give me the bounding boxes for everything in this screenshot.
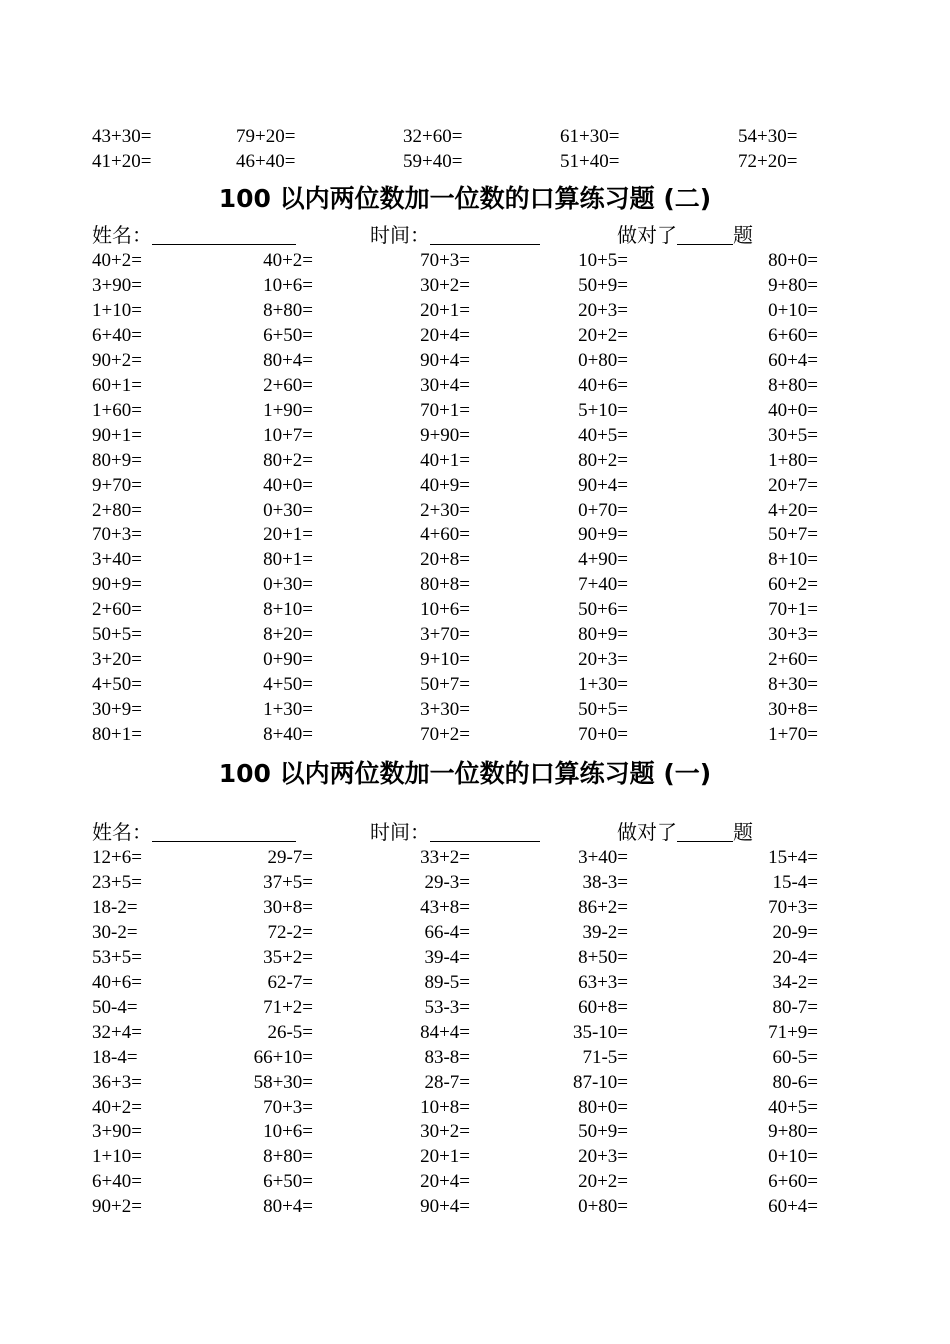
problem-row xyxy=(0,1144,950,1169)
problem-item: 10+8= xyxy=(420,1096,470,1118)
problem-item: 61+30= xyxy=(560,126,620,147)
problem-item: 90+9= xyxy=(578,524,628,546)
problem-item: 40+6= xyxy=(578,374,628,396)
problem-row xyxy=(0,722,950,747)
problem-item: 32+4= xyxy=(92,1021,142,1043)
problem-item: 9+10= xyxy=(420,649,470,671)
problem-item: 36+3= xyxy=(92,1071,142,1093)
problem-row xyxy=(0,1095,950,1120)
problem-item: 70+1= xyxy=(420,399,470,421)
problem-row xyxy=(0,895,950,920)
problem-item: 80-6= xyxy=(772,1071,818,1093)
problem-item: 86+2= xyxy=(578,896,628,918)
problem-item: 6+60= xyxy=(768,1171,818,1193)
problem-item: 80+8= xyxy=(420,574,470,596)
section-1-info-line xyxy=(0,819,950,847)
problem-item: 40+1= xyxy=(420,449,470,471)
problem-item: 80-7= xyxy=(772,996,818,1018)
problem-item: 20+4= xyxy=(420,324,470,346)
problem-row xyxy=(0,149,950,174)
problem-item: 10+6= xyxy=(420,599,470,621)
problem-item: 70+1= xyxy=(768,599,818,621)
problem-item: 90+2= xyxy=(92,349,142,371)
problem-item: 1+10= xyxy=(92,299,142,321)
problem-item: 15+4= xyxy=(768,847,818,868)
problem-item: 33+2= xyxy=(420,847,470,868)
problem-row xyxy=(0,423,950,448)
problem-item: 3+90= xyxy=(92,1121,142,1143)
problem-row xyxy=(0,398,950,423)
problem-item: 43+8= xyxy=(420,896,470,918)
problem-item: 8+10= xyxy=(263,599,313,621)
problem-item: 6+40= xyxy=(92,324,142,346)
problem-item: 28-7= xyxy=(424,1071,470,1093)
problem-row xyxy=(0,697,950,722)
problem-item: 60-5= xyxy=(772,1046,818,1068)
problem-item: 15-4= xyxy=(772,871,818,893)
problem-item: 35-10= xyxy=(572,1021,628,1043)
problem-item: 10+6= xyxy=(263,1121,313,1143)
problem-item: 20-9= xyxy=(772,921,818,943)
problem-row xyxy=(0,597,950,622)
problem-item: 50+5= xyxy=(92,624,142,646)
problem-row xyxy=(0,1045,950,1070)
problem-item: 1+70= xyxy=(768,724,818,746)
problem-item: 4+50= xyxy=(263,674,313,696)
problem-item: 70+3= xyxy=(92,524,142,546)
problem-item: 3+70= xyxy=(420,624,470,646)
problem-item: 80+2= xyxy=(578,449,628,471)
problem-item: 9+90= xyxy=(420,424,470,446)
problem-item: 41+20= xyxy=(92,151,152,172)
problem-item: 29-7= xyxy=(267,847,313,868)
problem-item: 0+30= xyxy=(263,574,313,596)
problem-item: 3+40= xyxy=(578,847,628,868)
problem-item: 8+80= xyxy=(768,374,818,396)
problem-item: 2+60= xyxy=(768,649,818,671)
problem-item: 6+50= xyxy=(263,1171,313,1193)
problem-item: 18-4= xyxy=(92,1046,138,1068)
problem-item: 90+4= xyxy=(578,474,628,496)
time-blank[interactable] xyxy=(430,821,540,842)
problem-item: 2+60= xyxy=(92,599,142,621)
problem-row xyxy=(0,248,950,273)
problem-item: 6+40= xyxy=(92,1171,142,1193)
problem-row xyxy=(0,845,950,870)
problem-item: 8+40= xyxy=(263,724,313,746)
problem-item: 72+20= xyxy=(738,151,798,172)
problem-row xyxy=(0,1119,950,1144)
problem-item: 9+80= xyxy=(768,274,818,296)
problem-item: 0+10= xyxy=(768,1146,818,1168)
problem-item: 2+80= xyxy=(92,499,142,521)
score-label: 做对了 xyxy=(617,225,677,247)
problem-row xyxy=(0,672,950,697)
problem-item: 40+0= xyxy=(768,399,818,421)
problem-item: 0+80= xyxy=(578,349,628,371)
problem-row xyxy=(0,373,950,398)
problem-item: 70+3= xyxy=(420,250,470,271)
problem-item: 58+30= xyxy=(253,1071,313,1093)
problem-item: 3+90= xyxy=(92,274,142,296)
problem-item: 30+8= xyxy=(768,699,818,721)
section-2-title: 100 以内两位数加一位数的口算练习题 (二) xyxy=(218,184,712,213)
problem-item: 80+0= xyxy=(578,1096,628,1118)
problem-item: 70+3= xyxy=(263,1096,313,1118)
problem-row xyxy=(0,522,950,547)
name-blank[interactable] xyxy=(152,224,296,245)
problem-item: 30+5= xyxy=(768,424,818,446)
problem-item: 0+10= xyxy=(768,299,818,321)
problem-row xyxy=(0,920,950,945)
problem-row xyxy=(0,547,950,572)
problem-item: 80+2= xyxy=(263,449,313,471)
problem-item: 83-8= xyxy=(424,1046,470,1068)
problem-item: 4+20= xyxy=(768,499,818,521)
problem-item: 1+80= xyxy=(768,449,818,471)
problem-item: 39-4= xyxy=(424,946,470,968)
problem-item: 7+40= xyxy=(578,574,628,596)
problem-item: 8+10= xyxy=(768,549,818,571)
problem-item: 40+2= xyxy=(92,250,142,271)
problem-item: 1+30= xyxy=(263,699,313,721)
problem-item: 2+30= xyxy=(420,499,470,521)
problem-row xyxy=(0,1020,950,1045)
problem-item: 8+20= xyxy=(263,624,313,646)
problem-row xyxy=(0,323,950,348)
problem-item: 30+8= xyxy=(263,896,313,918)
problem-row xyxy=(0,448,950,473)
problem-item: 20+1= xyxy=(263,524,313,546)
problem-row xyxy=(0,647,950,672)
problem-item: 87-10= xyxy=(572,1071,628,1093)
problem-item: 90+2= xyxy=(92,1196,142,1218)
problem-item: 60+1= xyxy=(92,374,142,396)
problem-item: 79+20= xyxy=(236,126,296,147)
problem-item: 8+80= xyxy=(263,1146,313,1168)
problem-item: 40+6= xyxy=(92,971,142,993)
problem-item: 35+2= xyxy=(263,946,313,968)
problem-item: 18-2= xyxy=(92,896,138,918)
problem-item: 3+30= xyxy=(420,699,470,721)
problem-item: 38-3= xyxy=(582,871,628,893)
problem-row xyxy=(0,572,950,597)
problem-item: 80+1= xyxy=(263,549,313,571)
problem-item: 30+2= xyxy=(420,1121,470,1143)
problem-row xyxy=(0,498,950,523)
time-label: 时间： xyxy=(370,225,430,247)
problem-item: 50+9= xyxy=(578,1121,628,1143)
problem-item: 50+7= xyxy=(420,674,470,696)
problem-item: 66-4= xyxy=(424,921,470,943)
name-label: 姓名： xyxy=(92,822,152,844)
problem-item: 20+8= xyxy=(420,549,470,571)
problem-item: 72-2= xyxy=(267,921,313,943)
problem-item: 40+0= xyxy=(263,474,313,496)
score-label: 做对了 xyxy=(617,822,677,844)
problem-item: 50+9= xyxy=(578,274,628,296)
problem-item: 71+9= xyxy=(768,1021,818,1043)
problem-item: 20+2= xyxy=(578,1171,628,1193)
problem-item: 5+10= xyxy=(578,399,628,421)
problem-item: 20+1= xyxy=(420,299,470,321)
problem-item: 60+4= xyxy=(768,1196,818,1218)
problem-item: 29-3= xyxy=(424,871,470,893)
problem-item: 8+80= xyxy=(263,299,313,321)
problem-item: 20+7= xyxy=(768,474,818,496)
problem-item: 9+70= xyxy=(92,474,142,496)
problem-item: 6+50= xyxy=(263,324,313,346)
problem-item: 3+20= xyxy=(92,649,142,671)
problem-item: 90+9= xyxy=(92,574,142,596)
score-suffix: 题 xyxy=(733,225,753,247)
problem-item: 59+40= xyxy=(403,151,463,172)
problem-row xyxy=(0,1070,950,1095)
problem-item: 34-2= xyxy=(772,971,818,993)
problem-item: 26-5= xyxy=(267,1021,313,1043)
problem-item: 6+60= xyxy=(768,324,818,346)
problem-item: 40+2= xyxy=(263,250,313,271)
problem-item: 0+30= xyxy=(263,499,313,521)
problem-item: 2+60= xyxy=(263,374,313,396)
problem-item: 50+5= xyxy=(578,699,628,721)
problem-item: 10+5= xyxy=(578,250,628,271)
problem-item: 30+2= xyxy=(420,274,470,296)
problem-item: 40+5= xyxy=(768,1096,818,1118)
problem-item: 20+2= xyxy=(578,324,628,346)
problem-item: 37+5= xyxy=(263,871,313,893)
problem-item: 40+2= xyxy=(92,1096,142,1118)
problem-item: 23+5= xyxy=(92,871,142,893)
problem-item: 71+2= xyxy=(263,996,313,1018)
problem-item: 20+3= xyxy=(578,649,628,671)
problem-item: 53+5= xyxy=(92,946,142,968)
problem-item: 80+0= xyxy=(768,250,818,271)
problem-row xyxy=(0,622,950,647)
problem-item: 53-3= xyxy=(424,996,470,1018)
problem-item: 9+80= xyxy=(768,1121,818,1143)
problem-item: 70+0= xyxy=(578,724,628,746)
problem-item: 43+30= xyxy=(92,126,152,147)
problem-item: 1+60= xyxy=(92,399,142,421)
problem-item: 30+9= xyxy=(92,699,142,721)
problem-item: 80+9= xyxy=(92,449,142,471)
time-blank[interactable] xyxy=(430,224,540,245)
problem-item: 71-5= xyxy=(582,1046,628,1068)
time-label: 时间： xyxy=(370,822,430,844)
problem-item: 84+4= xyxy=(420,1021,470,1043)
problem-item: 46+40= xyxy=(236,151,296,172)
name-field[interactable] xyxy=(92,819,296,847)
name-field[interactable] xyxy=(92,222,296,250)
score-blank[interactable] xyxy=(677,224,733,245)
problem-item: 4+50= xyxy=(92,674,142,696)
problem-item: 0+70= xyxy=(578,499,628,521)
problem-row xyxy=(0,348,950,373)
section-1-title: 100 以内两位数加一位数的口算练习题 (一) xyxy=(218,759,712,788)
time-field[interactable] xyxy=(370,222,540,250)
problem-item: 62-7= xyxy=(267,971,313,993)
problem-item: 63+3= xyxy=(578,971,628,993)
problem-row xyxy=(0,1194,950,1219)
problem-item: 12+6= xyxy=(92,847,142,868)
problem-item: 90+4= xyxy=(420,1196,470,1218)
score-field[interactable] xyxy=(617,819,753,847)
problem-item: 1+10= xyxy=(92,1146,142,1168)
problem-item: 32+60= xyxy=(403,126,463,147)
problem-item: 54+30= xyxy=(738,126,798,147)
problem-item: 40+5= xyxy=(578,424,628,446)
problem-item: 0+90= xyxy=(263,649,313,671)
problem-item: 80+9= xyxy=(578,624,628,646)
score-suffix: 题 xyxy=(733,822,753,844)
problem-item: 10+6= xyxy=(263,274,313,296)
problem-item: 70+3= xyxy=(768,896,818,918)
problem-item: 30-2= xyxy=(92,921,138,943)
problem-item: 60+4= xyxy=(768,349,818,371)
problem-item: 60+2= xyxy=(768,574,818,596)
name-blank[interactable] xyxy=(152,821,296,842)
name-label: 姓名： xyxy=(92,225,152,247)
problem-item: 70+2= xyxy=(420,724,470,746)
score-field[interactable] xyxy=(617,222,753,250)
problem-item: 50-4= xyxy=(92,996,138,1018)
problem-item: 90+1= xyxy=(92,424,142,446)
problem-row xyxy=(0,945,950,970)
problem-item: 80+1= xyxy=(92,724,142,746)
problem-item: 20+3= xyxy=(578,299,628,321)
problem-item: 30+3= xyxy=(768,624,818,646)
problem-item: 89-5= xyxy=(424,971,470,993)
problem-item: 50+7= xyxy=(768,524,818,546)
problem-item: 80+4= xyxy=(263,349,313,371)
section-2-info-line xyxy=(0,222,950,250)
problem-item: 60+8= xyxy=(578,996,628,1018)
problem-item: 1+30= xyxy=(578,674,628,696)
problem-item: 0+80= xyxy=(578,1196,628,1218)
problem-item: 40+9= xyxy=(420,474,470,496)
problem-item: 3+40= xyxy=(92,549,142,571)
problem-item: 20-4= xyxy=(772,946,818,968)
time-field[interactable] xyxy=(370,819,540,847)
problem-item: 90+4= xyxy=(420,349,470,371)
problem-item: 8+30= xyxy=(768,674,818,696)
problem-item: 20+3= xyxy=(578,1146,628,1168)
problem-item: 1+90= xyxy=(263,399,313,421)
problem-row xyxy=(0,870,950,895)
score-blank[interactable] xyxy=(677,821,733,842)
problem-item: 4+60= xyxy=(420,524,470,546)
problem-item: 8+50= xyxy=(578,946,628,968)
problem-item: 66+10= xyxy=(253,1046,313,1068)
problem-row xyxy=(0,273,950,298)
problem-item: 80+4= xyxy=(263,1196,313,1218)
problem-item: 4+90= xyxy=(578,549,628,571)
problem-item: 30+4= xyxy=(420,374,470,396)
problem-row xyxy=(0,124,950,149)
problem-row xyxy=(0,473,950,498)
problem-row xyxy=(0,298,950,323)
problem-item: 51+40= xyxy=(560,151,620,172)
problem-item: 20+4= xyxy=(420,1171,470,1193)
problem-row xyxy=(0,1169,950,1194)
problem-item: 20+1= xyxy=(420,1146,470,1168)
problem-row xyxy=(0,970,950,995)
problem-item: 50+6= xyxy=(578,599,628,621)
problem-item: 10+7= xyxy=(263,424,313,446)
problem-item: 39-2= xyxy=(582,921,628,943)
problem-row xyxy=(0,995,950,1020)
